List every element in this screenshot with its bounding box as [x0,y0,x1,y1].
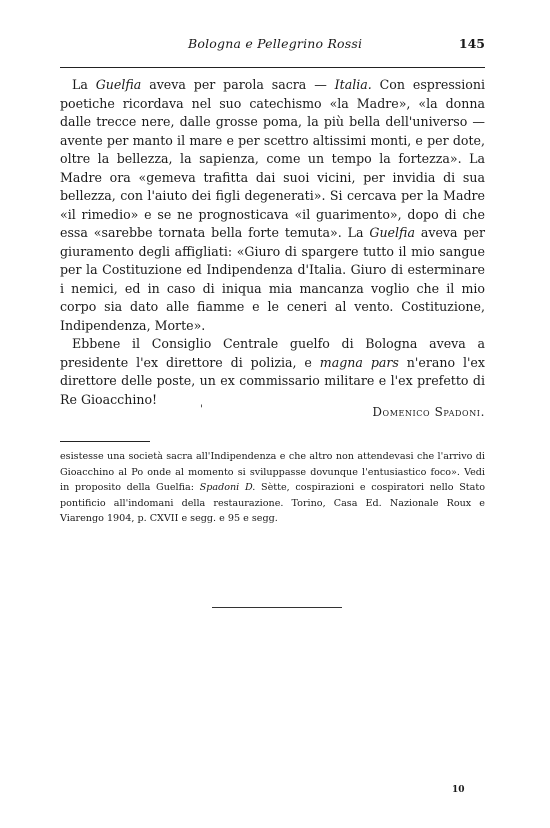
text-run: La [72,77,96,92]
closing-rule [212,607,342,608]
text-run: aveva per giuramento degli affigliati: «Giuro di spargere tutto il mio sangue per la Costituzione ed Indipendenza d'Italia. Giuro di esterminare i nemici, ed in caso di iniqua mia mancanza voglio che il mio corpo sia dato alle fiamme e le ceneri al vento. Costituzione, Indipendenza, Morte». [60,225,485,333]
paragraph-1 [60,76,485,335]
footnote-text: esistesse una società sacra all'Indipendenza e che altro non attendevasi che l'arrivo di Gioacchino al Po onde al momento si sviluppasse dovunque l'entusiastico foco». Vedi in proposito della Guelfia: [60,451,485,493]
italic-run: Italia. [334,77,372,92]
italic-run: Guelfia [95,77,142,92]
footnote [60,449,485,527]
text-run: n'erano l'ex direttore delle poste, un ex commissario militare e l'ex prefetto di Re Gioacchino! [60,354,485,407]
stray-mark: ' [200,404,203,415]
header-rule [60,67,485,68]
text-run: aveva per parola sacra — [141,77,335,92]
author-signature: Domenico Spadoni. [372,405,485,419]
footnote-rule [60,441,150,442]
main-text [60,76,485,409]
signature-mark: 10 [452,785,465,795]
footnote-text: Sètte, cospirazioni e cospiratori nello Stato pontificio all'indomani della restaurazione. Torino, Casa Ed. Nazionale Roux e Viarengo 1904, p. CXVII e segg. e 95 e segg. [60,482,485,524]
text-run: Con espressioni poetiche ricordava nel suo catechismo «la Madre», «la donna dalle trecce nere, dalle grosse poma, la più bella dell'universo — avente per manto il mare e per scettro altissimi monti, e per dote, oltre la bellezza, la sapienza, come un tempo la fortezza». La Madre ora «gemeva trafitta dai suoi vicini, per invidia di sua bellezza, con l'aiuto dei figli degenerati». Si cercava per la Madre «il rimedio» e se ne prognosticava «il guarimento», dopo di che essa «sarebbe tornata bella forte temuta». La [60,77,486,240]
italic-run: magna pars [319,354,399,370]
running-title: Bologna e Pellegrino Rossi [188,36,363,51]
paragraph-2 [60,335,485,409]
footnote-author: Spadoni D. [199,482,256,493]
page-header [60,36,485,56]
page-number: 145 [458,36,485,51]
text-run: Ebbene il Consiglio Centrale guelfo di Bologna aveva a presidente l'ex direttore di polizia, e [60,336,485,370]
italic-run: Guelfia [369,225,415,240]
